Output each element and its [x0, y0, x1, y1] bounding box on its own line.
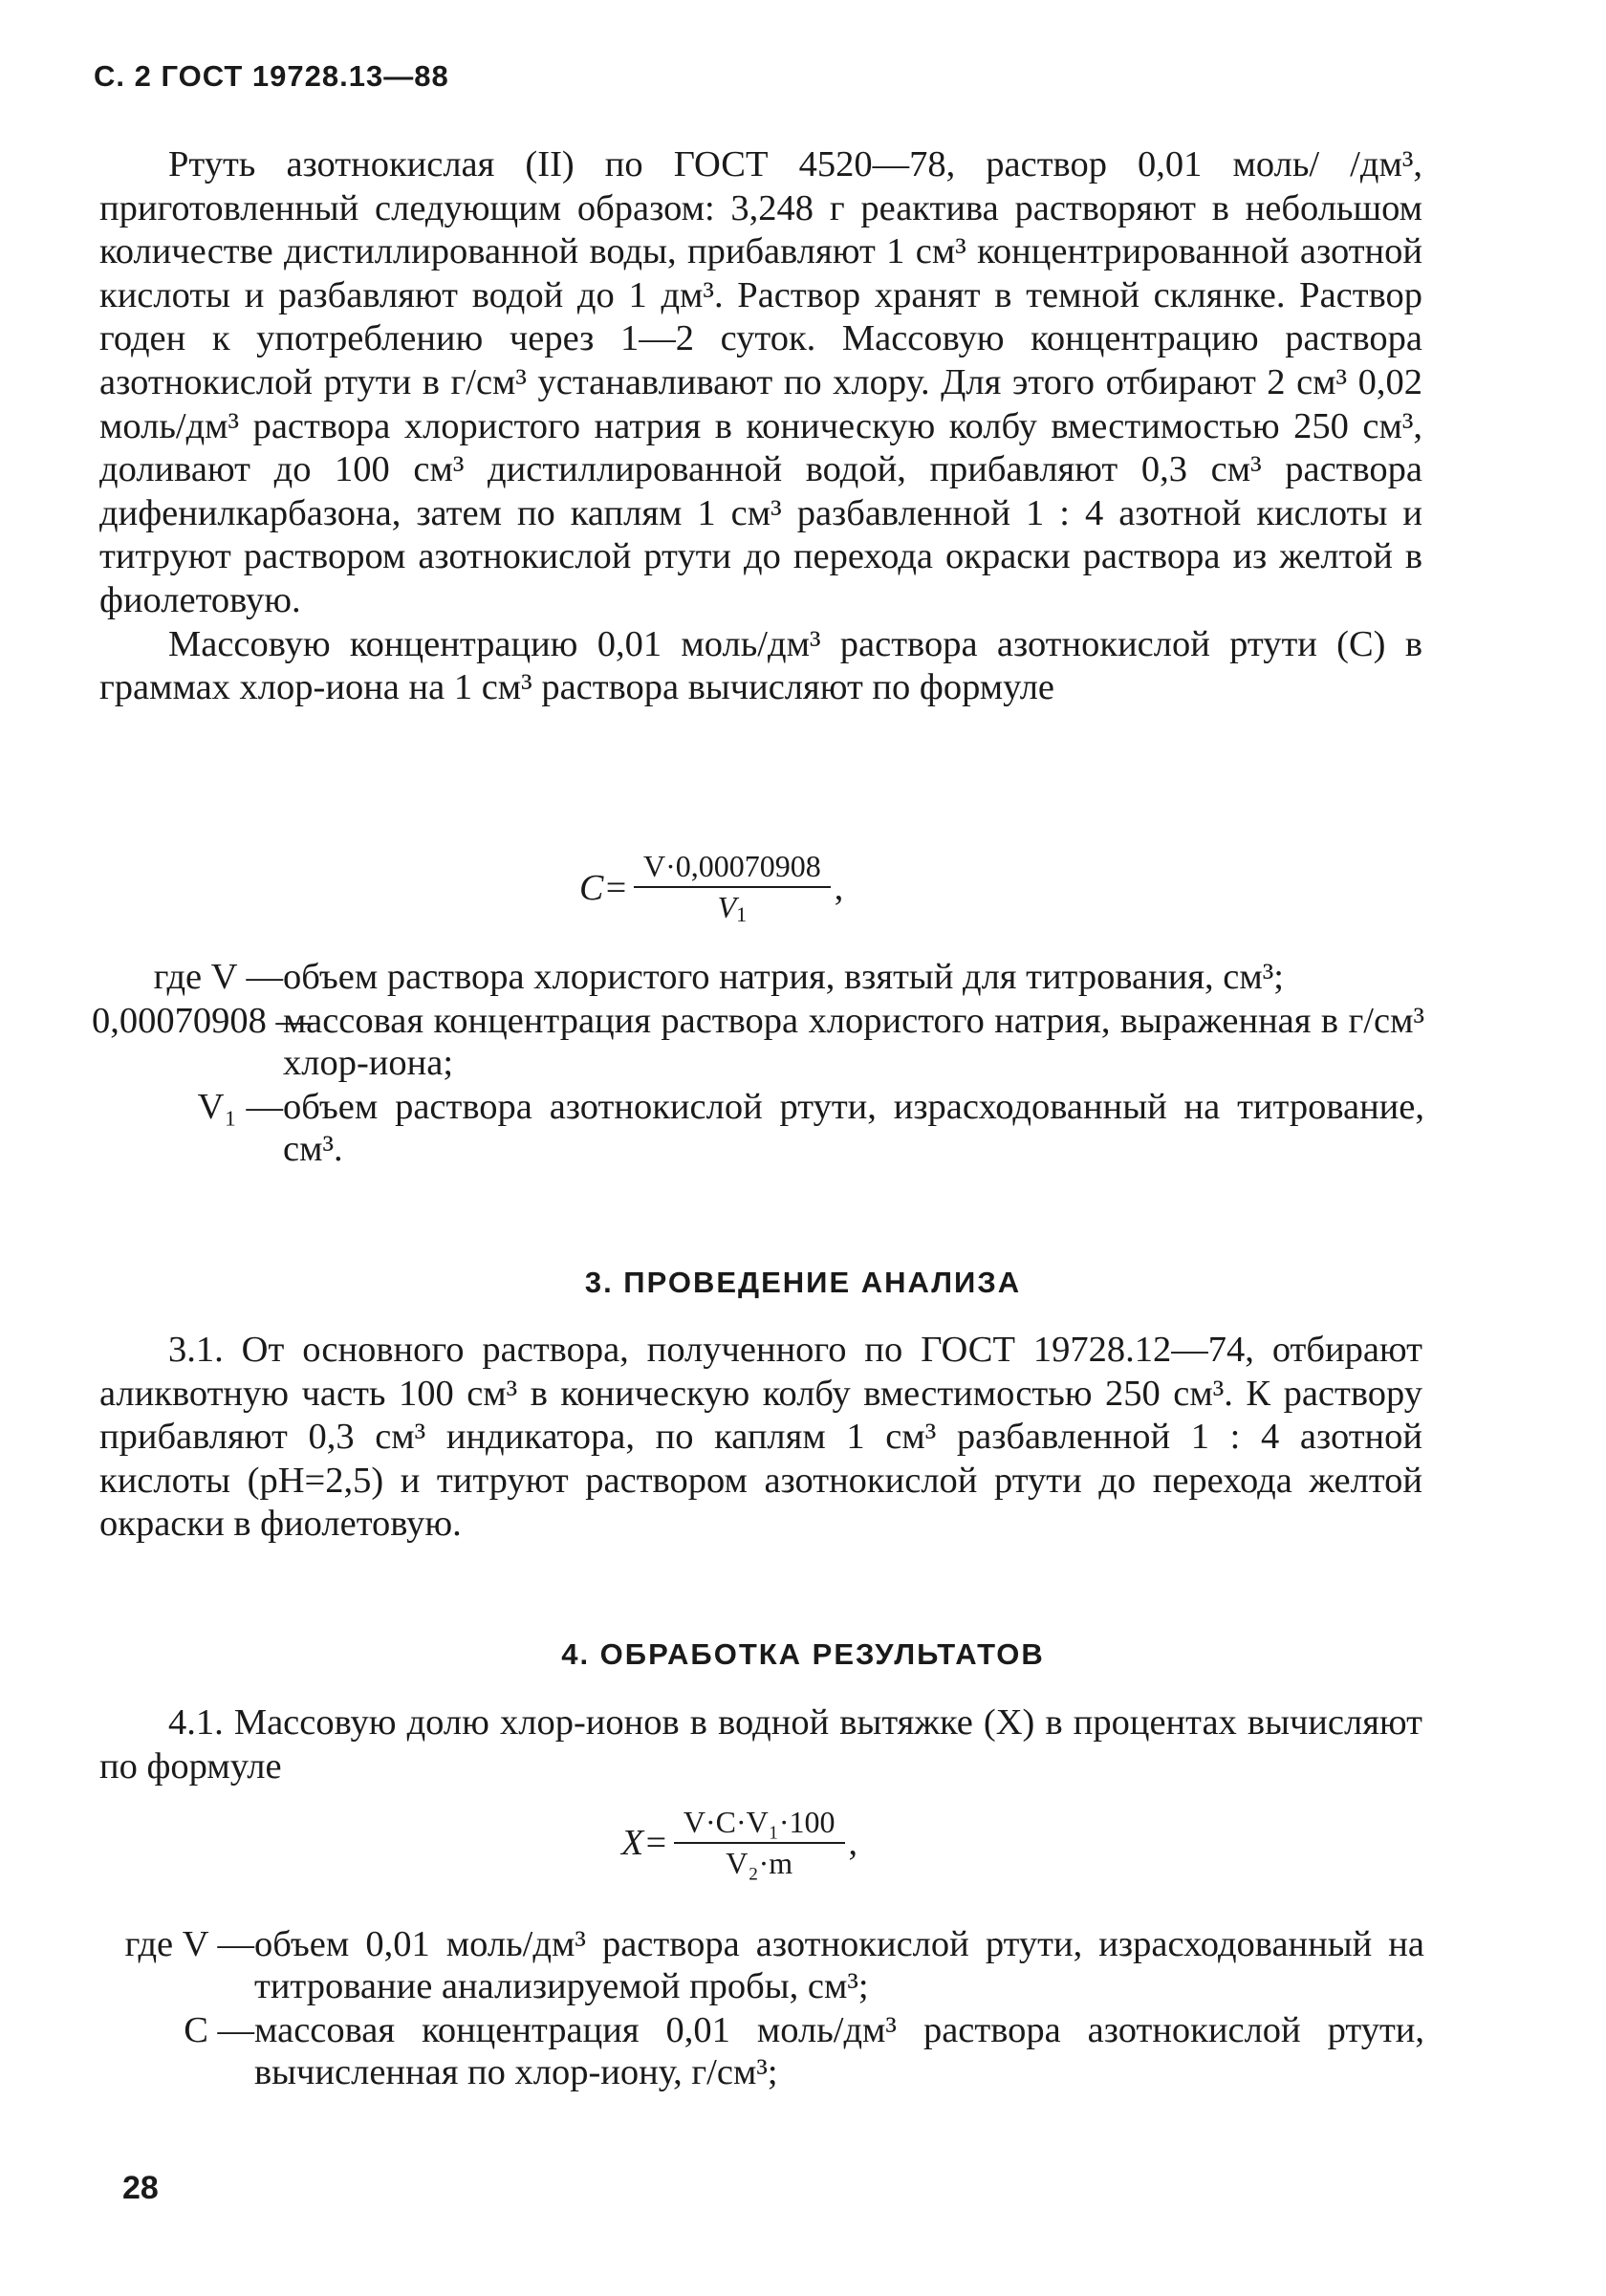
formula-c-den-var: V — [717, 890, 737, 924]
section-3-paragraph: 3.1. От основного раствора, полученного по ГОСТ 19728.12—74, отбирают аликвотную часть 100 см³ в коническую колбу вместимостью 250 см³. К раствору прибавляют 0,3 см³ индикатора, по каплям 1 см³ разбавленной 1 : 4 азотной кислоты (pH=2,5) и титруют раствором азотнокислой ртути до перехода желтой окраски в фиолетовую. — [99, 1330, 1422, 1545]
definition-term: 0,00070908 — — [92, 1001, 313, 1041]
definition-text: массовая концентрация 0,01 моль/дм³ раствора азотнокислой ртути, вычисленная по хлор-иону, г/см³; — [254, 2010, 1424, 2092]
section-3-block — [99, 1329, 1422, 1547]
formula-x — [621, 1805, 857, 1881]
formula-x-comma: , — [848, 1823, 858, 1863]
formula-x-denominator: V₂·m — [726, 1846, 793, 1880]
definition-term: где V — — [124, 1924, 254, 1964]
formula-x-fraction — [674, 1805, 845, 1881]
section-4-block — [99, 1701, 1422, 1788]
definition-term: V₁ — — [197, 1087, 283, 1127]
formula-c-fraction — [634, 849, 831, 927]
page-number: 28 — [122, 2170, 159, 2206]
definition-row — [92, 1000, 1424, 1084]
intro-block — [99, 143, 1422, 710]
definition-row — [92, 2009, 1424, 2093]
formula-x-lhs: X= — [621, 1823, 668, 1863]
definitions-x — [92, 1923, 1424, 2095]
section-4-heading: 4. ОБРАБОТКА РЕЗУЛЬТАТОВ — [561, 1637, 1045, 1671]
section-3-heading: 3. ПРОВЕДЕНИЕ АНАЛИЗА — [584, 1266, 1022, 1299]
definition-row — [92, 1086, 1424, 1170]
formula-c-comma: , — [834, 868, 844, 908]
definition-term: C — — [184, 2010, 254, 2050]
formula-c-den-sub: 1 — [736, 902, 748, 926]
definition-text: массовая концентрация раствора хлористого натрия, выраженная в г/см³ хлор-иона; — [283, 1001, 1424, 1083]
definition-row — [92, 956, 1424, 998]
formula-c — [579, 849, 843, 927]
definition-text: объем раствора азотнокислой ртути, израсходованный на титрование, см³. — [283, 1087, 1424, 1169]
formula-c-numerator: V·0,00070908 — [634, 849, 831, 888]
formula-c-lhs: C= — [579, 868, 628, 908]
definition-row — [92, 1923, 1424, 2007]
definition-text: объем 0,01 моль/дм³ раствора азотнокислой ртути, израсходованный на титрование анализируемой пробы, см³; — [254, 1924, 1424, 2006]
formula-x-numerator: V·C·V₁·100 — [674, 1805, 845, 1844]
page-header: С. 2 ГОСТ 19728.13—88 — [94, 59, 449, 93]
definition-text: объем раствора хлористого натрия, взятый для титрования, см³; — [283, 957, 1284, 997]
definition-term: где V — — [153, 957, 283, 997]
formula-c-denominator — [718, 888, 748, 927]
section-4-paragraph: 4.1. Массовую долю хлор-ионов в водной вытяжке (X) в процентах вычисляют по формуле — [99, 1702, 1422, 1787]
reagent-paragraph: Ртуть азотнокислая (II) по ГОСТ 4520—78, раствор 0,01 моль/ /дм³, приготовленный следующим образом: 3,248 г реактива растворяют в небольшом количестве дистиллированной воды, прибавляют 1 см³ концентрированной азотной кислоты и разбавляют водой до 1 дм³. Раствор хранят в темной склянке. Раствор годен к употреблению через 1—2 суток. Массовую концентрацию раствора азотнокислой ртути в г/см³ устанавливают по хлору. Для этого отбирают 2 см³ 0,02 моль/дм³ раствора хлористого натрия в коническую колбу вместимостью 250 см³, доливают до 100 см³ дистиллированной водой, прибавляют 0,3 см³ раствора дифенилкарбазона, затем по каплям 1 см³ разбавленной 1 : 4 азотной кислоты и титруют раствором азотнокислой ртути до перехода окраски раствора из желтой в фиолетовую. — [99, 144, 1422, 620]
definitions-c — [92, 956, 1424, 1172]
concentration-paragraph: Массовую концентрацию 0,01 моль/дм³ раствора азотнокислой ртути (С) в граммах хлор-иона на 1 см³ раствора вычисляют по формуле — [99, 623, 1422, 708]
